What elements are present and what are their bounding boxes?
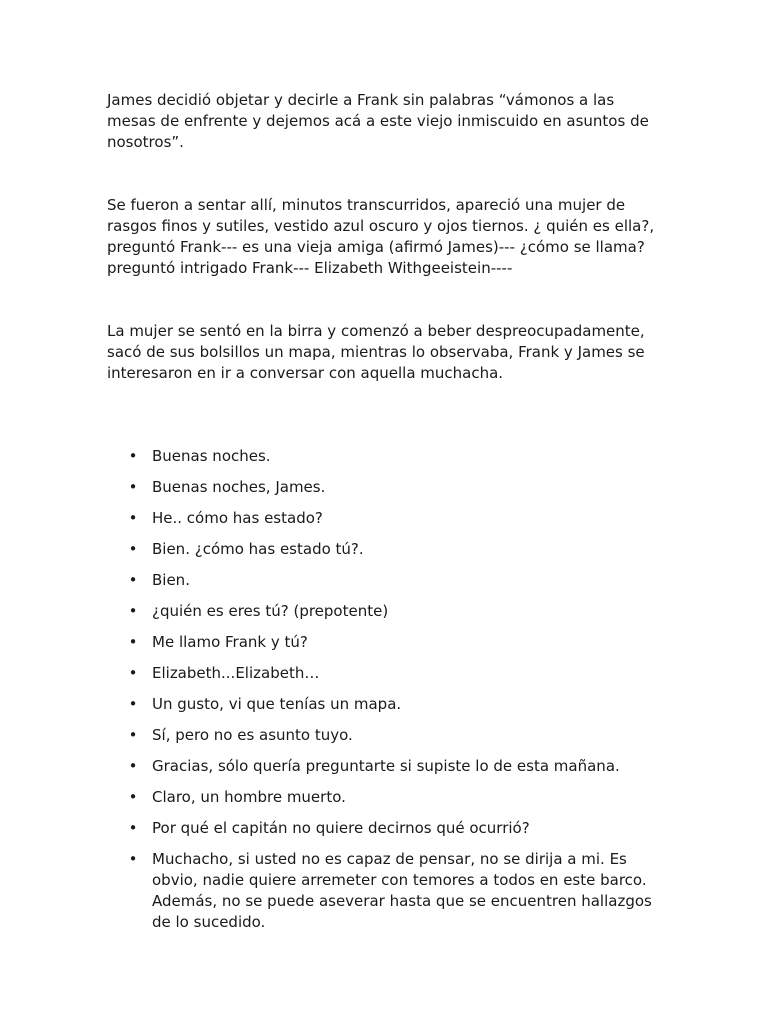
dialogue-line: Muchacho, si usted no es capaz de pensar, no se dirija a mi. Es obvio, nadie quiere arremeter con temores a todos en este barco. Además, no se puede aseverar hasta que se encuentren hallazgos de lo sucedido. xyxy=(152,850,652,931)
list-item xyxy=(107,818,667,839)
dialogue-list xyxy=(107,446,667,933)
bullet: • xyxy=(128,757,138,775)
list-item xyxy=(107,601,667,622)
dialogue-line: ¿quién es eres tú? (prepotente) xyxy=(152,602,389,620)
bullet: • xyxy=(128,602,138,620)
list-item xyxy=(107,849,667,933)
bullet: • xyxy=(128,819,138,837)
list-item xyxy=(107,570,667,591)
dialogue-line: Por qué el capitán no quiere decirnos qué ocurrió? xyxy=(152,819,530,837)
bullet: • xyxy=(128,571,138,589)
dialogue-line: Me llamo Frank y tú? xyxy=(152,633,308,651)
list-item xyxy=(107,446,667,467)
list-item xyxy=(107,756,667,777)
dialogue-line: Gracias, sólo quería preguntarte si supiste lo de esta mañana. xyxy=(152,757,620,775)
list-item xyxy=(107,477,667,498)
dialogue-line: Bien. xyxy=(152,571,190,589)
bullet: • xyxy=(128,633,138,651)
dialogue-line: Bien. ¿cómo has estado tú?. xyxy=(152,540,364,558)
bullet: • xyxy=(128,726,138,744)
bullet: • xyxy=(128,664,138,682)
document-page xyxy=(107,90,667,943)
list-item xyxy=(107,508,667,529)
paragraph-1: James decidió objetar y decirle a Frank sin palabras “vámonos a las mesas de enfrente y dejemos acá a este viejo inmiscuido en asuntos de nosotros”. xyxy=(107,91,649,151)
list-item xyxy=(107,725,667,746)
bullet: • xyxy=(128,447,138,465)
list-item xyxy=(107,632,667,653)
dialogue-line: Claro, un hombre muerto. xyxy=(152,788,346,806)
list-item xyxy=(107,787,667,808)
dialogue-line: Buenas noches. xyxy=(152,447,271,465)
bullet: • xyxy=(128,540,138,558)
dialogue-line: Buenas noches, James. xyxy=(152,478,326,496)
dialogue-line: He.. cómo has estado? xyxy=(152,509,323,527)
bullet: • xyxy=(128,695,138,713)
paragraph-2: Se fueron a sentar allí, minutos transcurridos, apareció una mujer de rasgos finos y sutiles, vestido azul oscuro y ojos tiernos. ¿ quién es ella?, preguntó Frank--- es una vieja amiga (afirmó James)--- ¿cómo se llama? preguntó intrigado Frank--- Elizabeth Withgeeistein---- xyxy=(107,196,655,277)
list-item xyxy=(107,663,667,684)
list-item xyxy=(107,539,667,560)
dialogue-line: Elizabeth...Elizabeth… xyxy=(152,664,320,682)
list-item xyxy=(107,694,667,715)
dialogue-line: Un gusto, vi que tenías un mapa. xyxy=(152,695,402,713)
bullet: • xyxy=(128,478,138,496)
paragraph-3: La mujer se sentó en la birra y comenzó a beber despreocupadamente, sacó de sus bolsillos un mapa, mientras lo observaba, Frank y James se interesaron en ir a conversar con aquella muchacha. xyxy=(107,322,645,382)
dialogue-line: Sí, pero no es asunto tuyo. xyxy=(152,726,353,744)
bullet: • xyxy=(128,788,138,806)
bullet: • xyxy=(128,509,138,527)
bullet: • xyxy=(128,850,138,868)
